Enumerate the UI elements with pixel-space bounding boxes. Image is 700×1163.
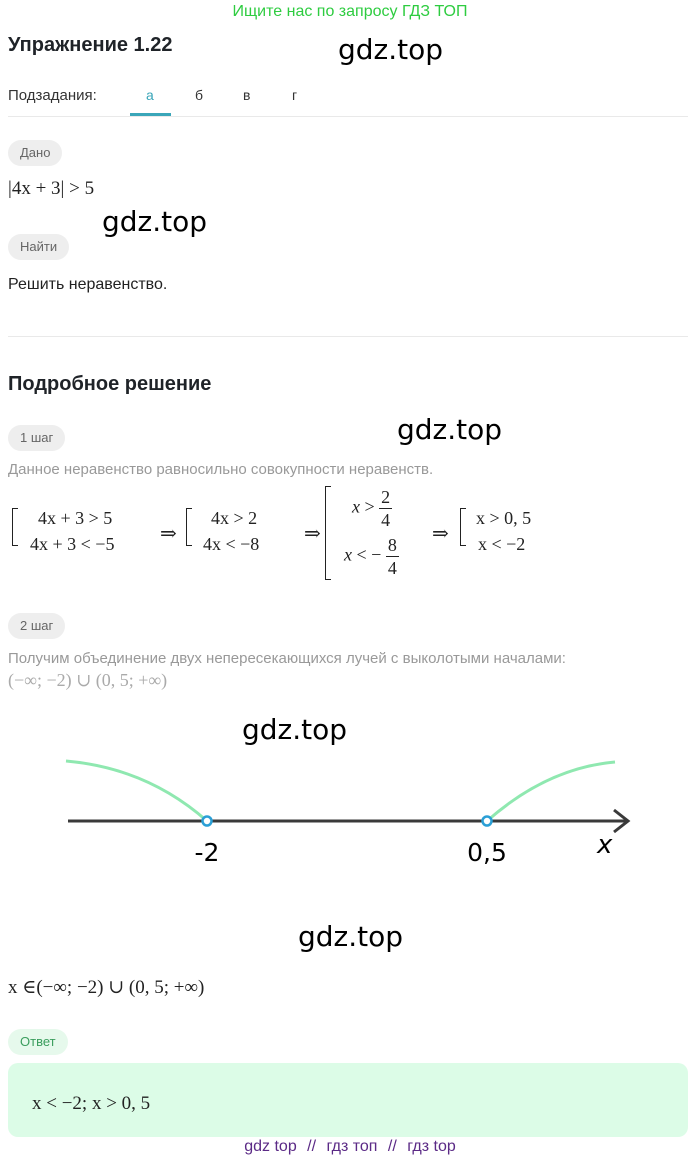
bracket [12, 508, 18, 546]
tab-g[interactable]: г [292, 87, 298, 103]
answer-text: x < −2; x > 0, 5 [32, 1093, 151, 1114]
watermark: gdz.top [102, 205, 208, 238]
given-abs-expr: 4x + 3 [11, 178, 61, 199]
answer-badge: Ответ [8, 1029, 68, 1055]
axis-label: x [597, 830, 613, 860]
tab-b[interactable]: б [195, 87, 204, 103]
watermark: gdz.top [298, 920, 404, 953]
ray-right [487, 762, 615, 821]
find-text: Решить неравенство. [8, 276, 168, 293]
tab-v[interactable]: в [243, 87, 251, 103]
system1-line1: 4x + 3 > 5 [38, 508, 113, 528]
ray-left [66, 761, 207, 821]
implies-arrow: ⇒ [304, 523, 321, 545]
implies-arrow: ⇒ [432, 523, 449, 545]
point-minus-2 [203, 817, 212, 826]
step1-badge: 1 шаг [8, 425, 65, 451]
top-banner[interactable]: Ищите нас по запросу ГДЗ ТОП [232, 3, 468, 20]
watermark: gdz.top [242, 713, 348, 746]
divider [8, 116, 688, 117]
footer-links [0, 1138, 700, 1156]
system3-var: x [352, 496, 360, 517]
subtasks-label: Подзадания: [8, 87, 97, 104]
fraction-denominator: 4 [387, 558, 397, 578]
tick-label: 0,5 [467, 838, 507, 867]
given-badge: Дано [8, 140, 62, 166]
result-expression [8, 976, 204, 999]
inequality-systems [8, 486, 688, 582]
tab-a[interactable]: а [146, 87, 154, 103]
footer-link[interactable]: гдз топ [326, 1138, 378, 1155]
fraction-numerator: 8 [387, 535, 397, 555]
system3-sign: − [371, 544, 382, 565]
result-prefix: x ∈ [8, 977, 37, 998]
system3-var: x [344, 544, 352, 565]
point-0-5 [483, 817, 492, 826]
divider [8, 336, 688, 337]
fraction-denominator: 4 [381, 510, 391, 530]
given-op: > [69, 178, 80, 199]
step1-text: Данное неравенство равносильно совокупности неравенств. [8, 461, 434, 478]
watermark: gdz.top [338, 33, 444, 66]
system3-op: < [356, 544, 367, 565]
step2-badge: 2 шаг [8, 613, 65, 639]
step2-text: Получим объединение двух непересекающихся лучей с выколотыми началами: [8, 650, 566, 667]
system4-line2: x < −2 [478, 534, 526, 554]
bracket [460, 508, 466, 546]
system3-line1 [352, 488, 392, 529]
given-expression: |4x + 3| > 5 [8, 178, 95, 199]
bracket [325, 486, 331, 580]
implies-arrow: ⇒ [160, 523, 177, 545]
step2-union: (−∞; −2) ∪ (0, 5; +∞) [8, 670, 168, 690]
page-title: Упражнение 1.22 [8, 34, 173, 56]
fraction [386, 536, 399, 577]
tick-label: -2 [194, 838, 220, 867]
result-set: (−∞; −2) ∪ (0, 5; +∞) [36, 977, 205, 998]
given-rhs: 5 [84, 178, 95, 199]
watermark: gdz.top [397, 413, 503, 446]
system3-op: > [364, 496, 375, 517]
system2-line1: 4x > 2 [211, 508, 258, 528]
footer-link[interactable]: гдз top [407, 1138, 456, 1155]
system4-line1: x > 0, 5 [476, 508, 532, 528]
system1-line2: 4x + 3 < −5 [30, 534, 115, 554]
fraction [379, 488, 392, 529]
footer-link[interactable]: gdz top [244, 1138, 297, 1155]
number-line [0, 740, 700, 870]
footer-separator: // [387, 1138, 397, 1155]
system3-line2 [344, 536, 399, 577]
bracket [186, 508, 192, 546]
fraction-numerator: 2 [381, 487, 391, 507]
find-badge: Найти [8, 234, 69, 260]
footer-separator: // [307, 1138, 317, 1155]
system2-line2: 4x < −8 [203, 534, 260, 554]
solution-heading: Подробное решение [8, 373, 212, 395]
